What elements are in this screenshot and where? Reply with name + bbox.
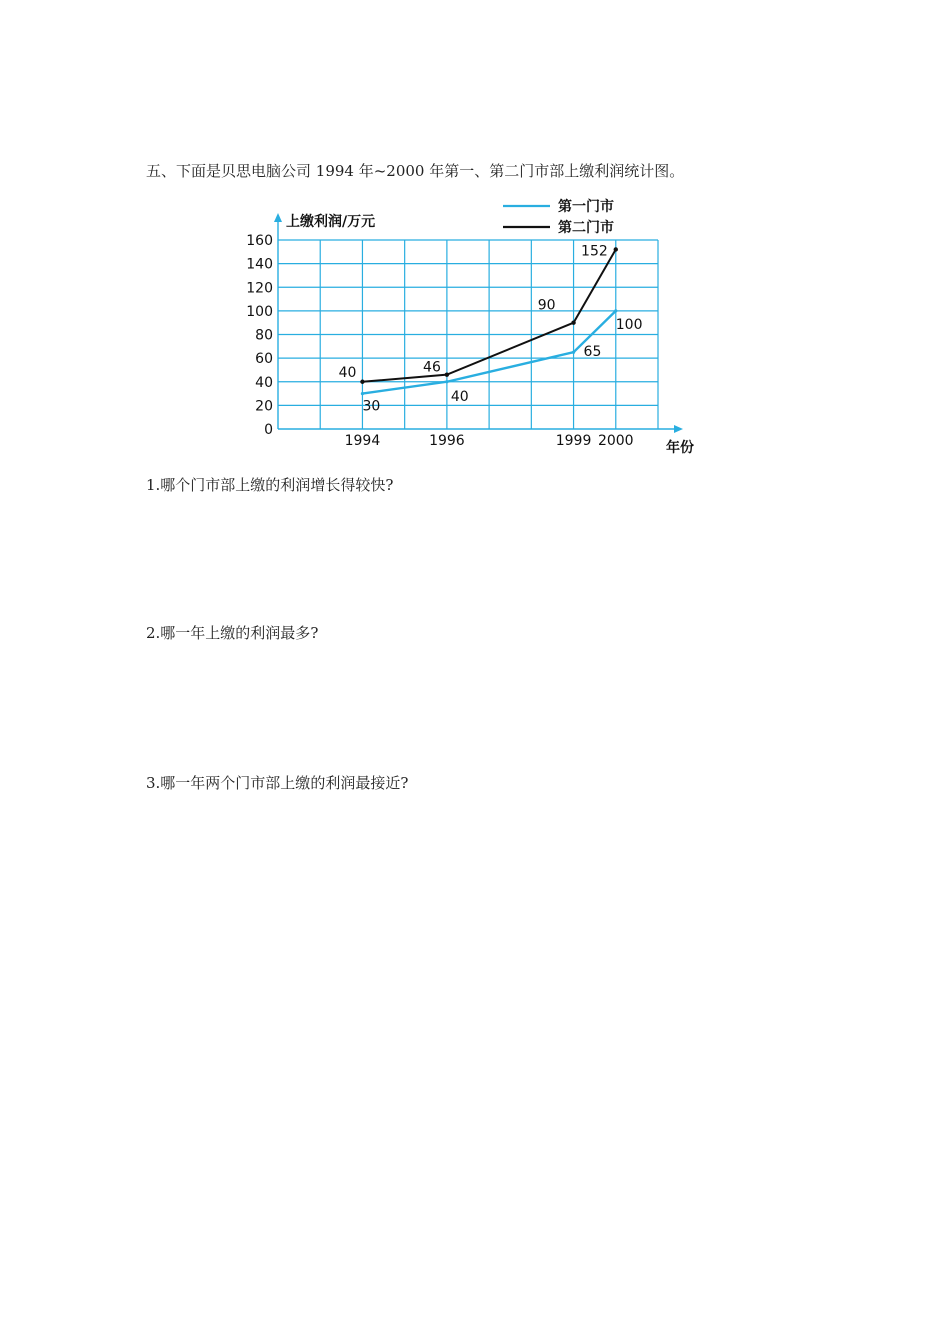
chart-svg [240, 192, 710, 462]
data-label: 90 [537, 297, 556, 314]
data-point [445, 380, 448, 383]
intro-text: 五、下面是贝思电脑公司 1994 年~2000 年第一、第二门市部上缴利润统计图。 [146, 162, 685, 180]
data-label: 40 [450, 388, 469, 405]
x-tick-label: 1996 [429, 433, 465, 449]
profit-line-chart [240, 192, 710, 462]
x-tick-label: 1994 [344, 433, 381, 449]
chart-legend [503, 198, 614, 236]
data-label: 100 [615, 316, 643, 333]
y-tick-label: 100 [246, 303, 273, 320]
y-tick-label: 80 [255, 327, 273, 344]
y-tick-label: 0 [264, 422, 273, 438]
y-tick-label: 140 [246, 256, 273, 273]
chart-ticks [246, 233, 633, 449]
y-axis-title: 上缴利润/万元 [286, 214, 376, 230]
data-point [614, 247, 618, 251]
question-1: 1.哪个门市部上缴的利润增长得较快? [146, 476, 394, 494]
data-point [445, 372, 449, 376]
data-label: 40 [338, 364, 357, 381]
x-tick-label: 2000 [597, 433, 634, 449]
data-label: 152 [581, 243, 608, 260]
y-axis-arrow [274, 213, 282, 222]
y-tick-label: 60 [255, 351, 273, 368]
x-axis-arrow [674, 425, 683, 433]
data-point [360, 380, 364, 384]
data-point [361, 392, 364, 395]
y-tick-label: 40 [255, 374, 273, 391]
question-3: 3.哪一年两个门市部上缴的利润最接近? [146, 774, 409, 792]
question-2: 2.哪一年上缴的利润最多? [146, 624, 319, 642]
data-point [572, 351, 575, 354]
y-tick-label: 160 [246, 233, 273, 249]
data-point [614, 309, 617, 312]
x-tick-label: 1999 [555, 433, 592, 449]
y-tick-label: 20 [255, 398, 273, 415]
chart-series [339, 243, 643, 414]
x-axis-title: 年份 [666, 440, 694, 456]
data-label: 65 [583, 344, 602, 361]
legend-label: 第二门市 [558, 220, 614, 236]
data-label: 30 [362, 398, 381, 415]
data-point [571, 320, 575, 324]
legend-label: 第一门市 [558, 199, 614, 215]
y-tick-label: 120 [246, 280, 273, 297]
data-label: 46 [423, 359, 441, 376]
